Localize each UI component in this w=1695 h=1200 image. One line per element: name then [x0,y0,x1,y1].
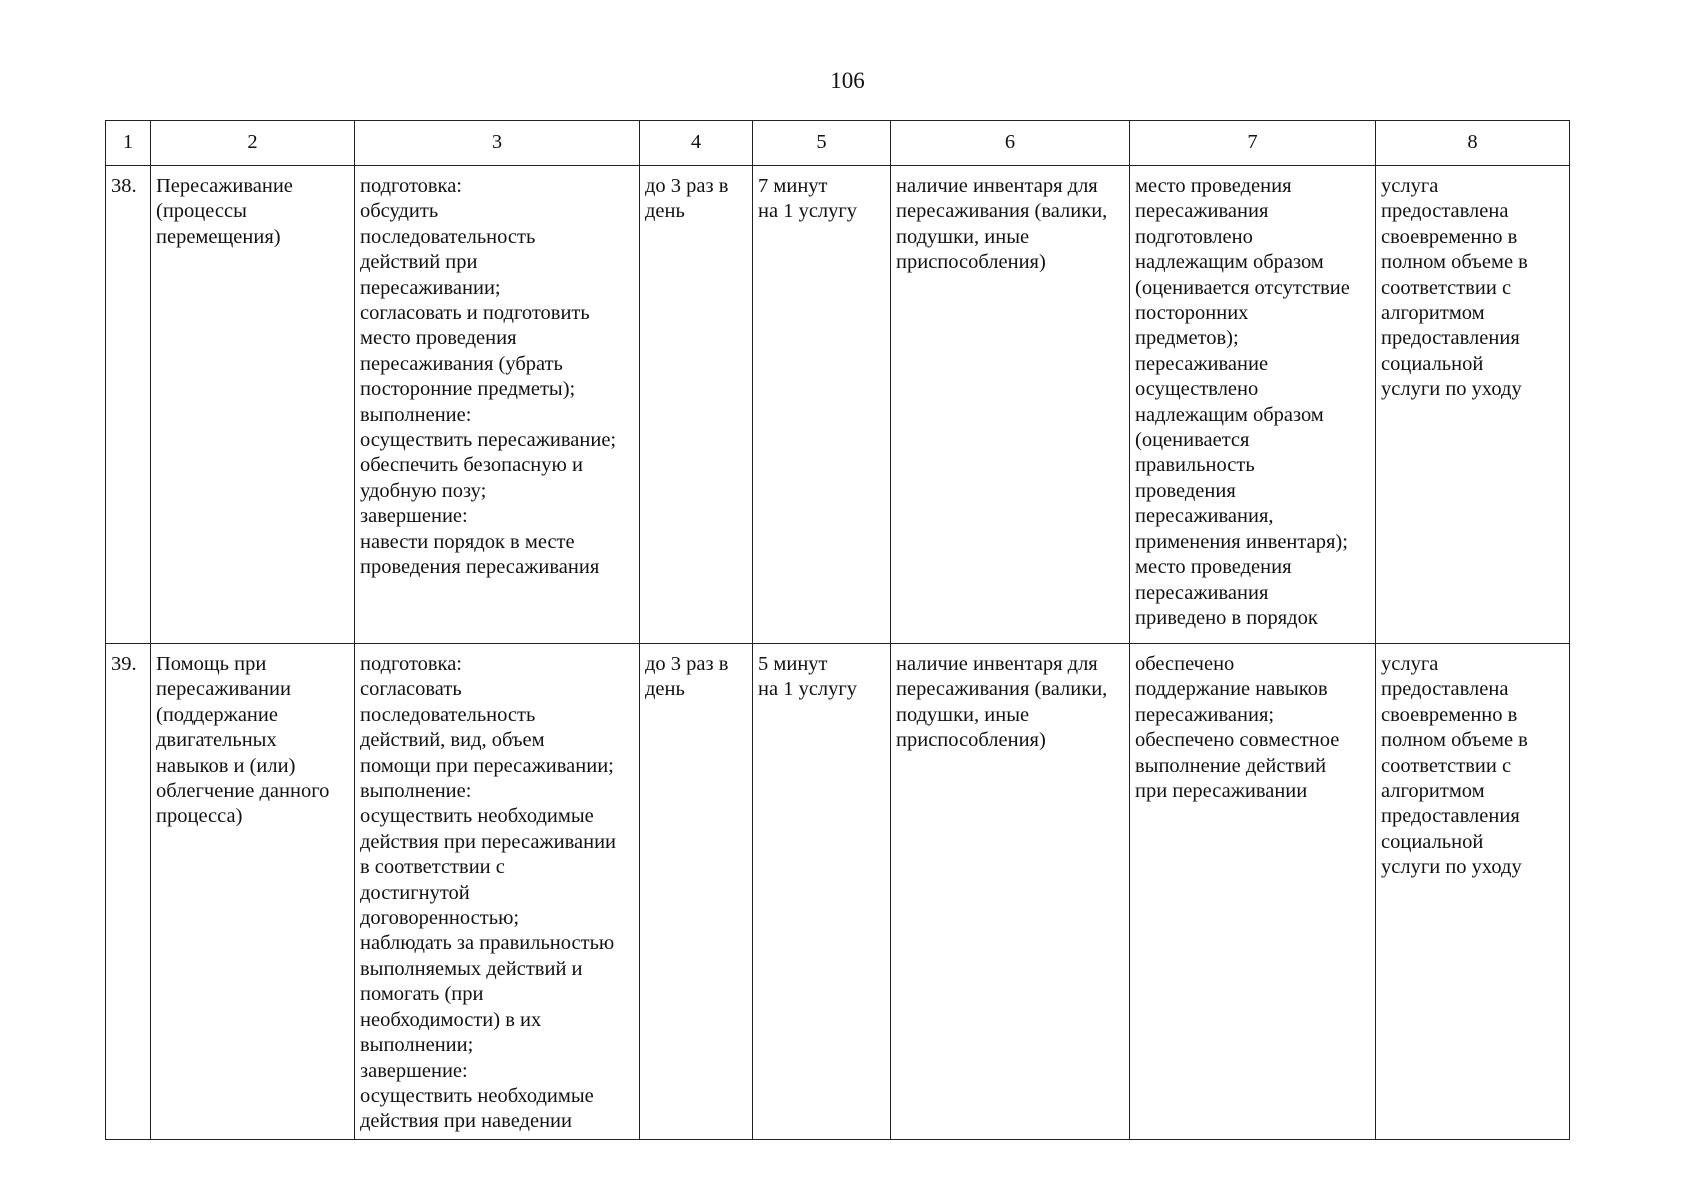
table-row [106,644,1570,1140]
quality-indicators-cell: место проведения пересаживания подготовлено надлежащим образом (оценивается отсутствие посторонних предметов); пересаживание осуществлено надлежащим образом (оценивается правильность проведения пересаживания, применения инвентаря); место проведения пересаживания приведено в порядок [1130,166,1376,644]
column-header: 7 [1130,121,1376,166]
duration-cell: 7 минут на 1 услугу [753,166,891,644]
service-actions-cell: подготовка: обсудить последовательность действий при пересаживании; согласовать и подготовить место проведения пересаживания (убрать посторонние предметы); выполнение: осуществить пересаживание; обеспечить безопасную и удобную позу; завершение: навести порядок в месте проведения пересаживания [355,166,640,644]
column-number-header-row [106,121,1570,166]
duration-cell: 5 минут на 1 услугу [753,644,891,1140]
frequency-cell: до 3 раз в день [640,644,753,1140]
column-header: 3 [355,121,640,166]
conditions-cell: наличие инвентаря для пересаживания (валики, подушки, иные приспособления) [891,644,1130,1140]
column-header: 8 [1376,121,1570,166]
services-table [105,120,1570,1140]
column-header: 6 [891,121,1130,166]
result-assessment-cell: услуга предоставлена своевременно в полном объеме в соответствии с алгоритмом предоставления социальной услуги по уходу [1376,166,1570,644]
frequency-cell: до 3 раз в день [640,166,753,644]
column-header: 1 [106,121,151,166]
service-actions-cell: подготовка: согласовать последовательность действий, вид, объем помощи при пересаживании; выполнение: осуществить необходимые действия при пересаживании в соответствии с достигнутой договоренностью; наблюдать за правильностью выполняемых действий и помогать (при необходимости) в их выполнении; завершение: осуществить необходимые действия при наведении [355,644,640,1140]
result-assessment-cell: услуга предоставлена своевременно в полном объеме в соответствии с алгоритмом предоставления социальной услуги по уходу [1376,644,1570,1140]
column-header: 4 [640,121,753,166]
quality-indicators-cell: обеспечено поддержание навыков пересаживания; обеспечено совместное выполнение действий при пересаживании [1130,644,1376,1140]
table-row [106,166,1570,644]
row-number-cell: 39. [106,644,151,1140]
column-header: 2 [151,121,355,166]
column-header: 5 [753,121,891,166]
page-number: 106 [830,68,865,93]
conditions-cell: наличие инвентаря для пересаживания (валики, подушки, иные приспособления) [891,166,1130,644]
row-number-cell: 38. [106,166,151,644]
service-name-cell: Помощь при пересаживании (поддержание двигательных навыков и (или) облегчение данного процесса) [151,644,355,1140]
service-name-cell: Пересаживание (процессы перемещения) [151,166,355,644]
